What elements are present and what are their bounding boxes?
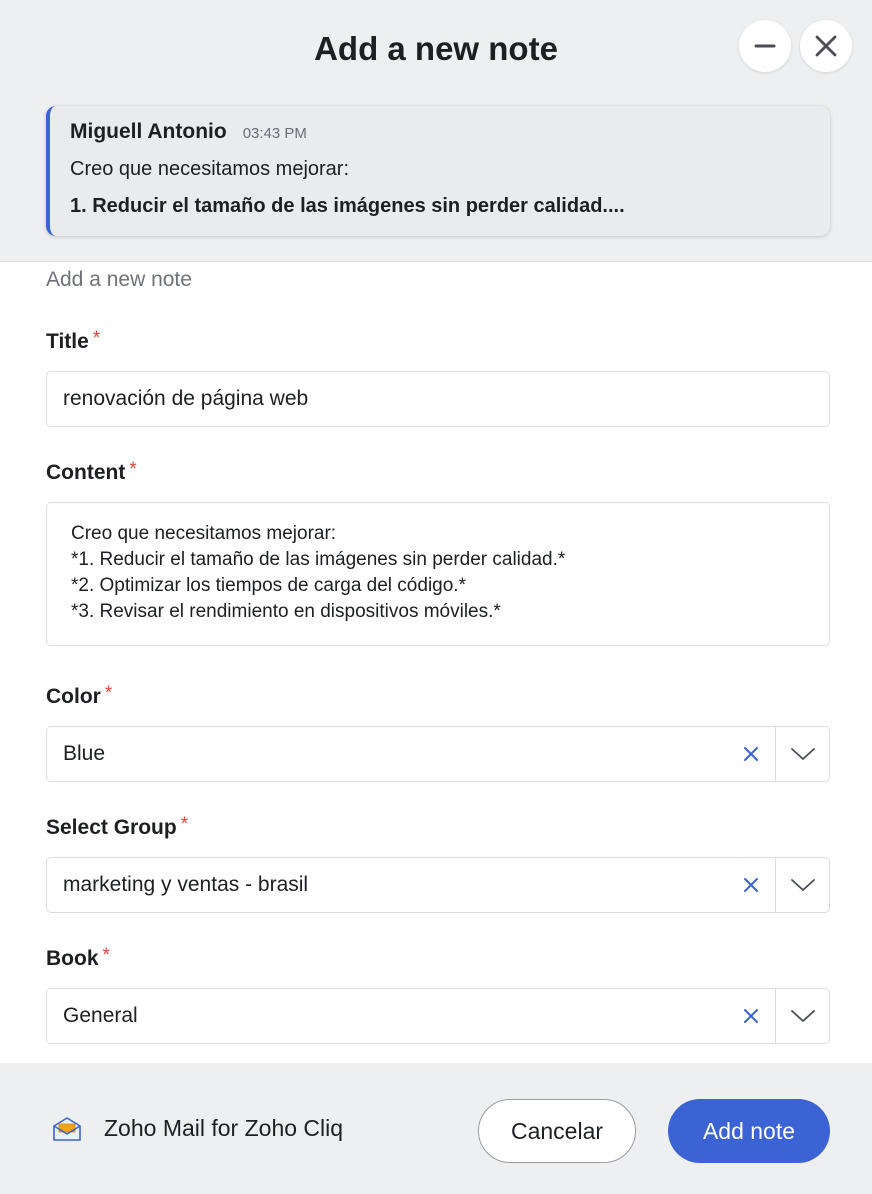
book-select-value: General (63, 1004, 138, 1027)
quoted-message-meta (70, 120, 830, 144)
title-input[interactable] (46, 371, 830, 427)
required-mark: * (92, 328, 101, 349)
minimize-button[interactable] (739, 20, 791, 72)
book-label-text: Book (46, 947, 99, 970)
app-brand (52, 1115, 343, 1142)
color-select-value: Blue (63, 742, 106, 765)
dialog-footer (0, 1063, 872, 1194)
group-select[interactable] (46, 857, 830, 913)
dialog-header (0, 0, 872, 262)
quoted-line-1: Creo que necesitamos mejorar: (70, 158, 350, 180)
group-select-value: marketing y ventas - brasil (63, 873, 309, 896)
content-textarea[interactable] (46, 502, 830, 646)
book-dropdown-toggle[interactable] (776, 989, 830, 1043)
quoted-time: 03:43 PM (242, 125, 307, 142)
content-line: Creo que necesitamos mejorar: (71, 523, 337, 544)
minus-icon (754, 35, 776, 57)
close-icon (814, 34, 838, 58)
clear-group-button[interactable] (737, 871, 765, 899)
title-label-text: Title (46, 330, 89, 353)
required-mark: * (104, 683, 113, 704)
cancel-button[interactable]: Cancelar (478, 1099, 636, 1163)
required-mark: * (129, 459, 137, 480)
content-line: *1. Reducir el tamaño de las imágenes sin perder calidad.* (71, 549, 566, 570)
close-button[interactable] (800, 20, 852, 72)
chevron-down-icon (790, 1008, 816, 1024)
book-select[interactable] (46, 988, 830, 1044)
form-subtitle: Add a new note (46, 268, 192, 291)
clear-icon (743, 877, 759, 893)
color-label-text: Color (46, 685, 101, 708)
quoted-line-2: 1. Reducir el tamaño de las imágenes sin perder calidad.... (70, 195, 625, 217)
content-line: *3. Revisar el rendimiento en dispositivos móviles.* (71, 601, 501, 622)
content-line: *2. Optimizar los tiempos de carga del código.* (71, 575, 466, 596)
title-input-value: renovación de página web (63, 387, 309, 410)
clear-icon (743, 746, 759, 762)
group-label (46, 814, 188, 840)
group-dropdown-toggle[interactable] (776, 858, 830, 912)
clear-book-button[interactable] (737, 1002, 765, 1030)
color-label (46, 683, 112, 709)
color-select[interactable] (46, 726, 830, 782)
clear-color-button[interactable] (737, 740, 765, 768)
quoted-message (46, 106, 830, 236)
color-dropdown-toggle[interactable] (776, 727, 830, 781)
mail-envelope-icon (52, 1116, 82, 1142)
dialog-title: Add a new note (314, 30, 558, 67)
quoted-author: Miguell Antonio (70, 120, 227, 143)
brand-text: Zoho Mail for Zoho Cliq (104, 1115, 344, 1141)
content-label (46, 459, 137, 485)
clear-icon (743, 1008, 759, 1024)
chevron-down-icon (790, 746, 816, 762)
book-label (46, 945, 110, 971)
content-label-text: Content (46, 461, 126, 484)
required-mark: * (102, 945, 110, 966)
required-mark: * (180, 814, 189, 835)
add-note-button[interactable]: Add note (668, 1099, 830, 1163)
group-label-text: Select Group (46, 816, 177, 839)
title-label (46, 328, 100, 354)
chevron-down-icon (790, 877, 816, 893)
